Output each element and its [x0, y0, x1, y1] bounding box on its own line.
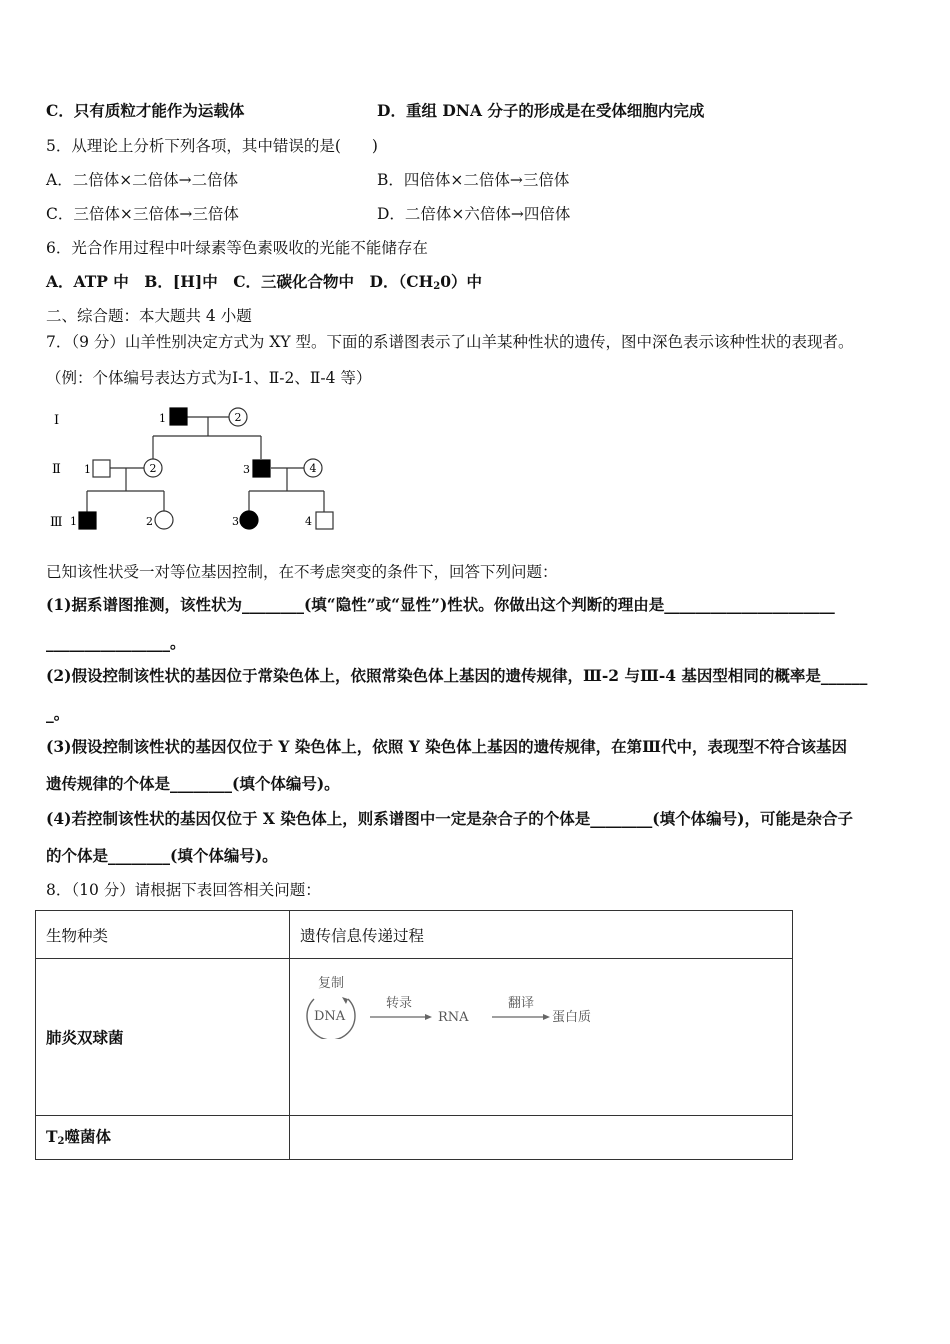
q7-part4-line2: 的个体是________(填个体编号)。 — [46, 846, 278, 865]
q8-stem: 8．（10 分）请根据下表回答相关问题： — [46, 881, 321, 899]
table-row — [36, 959, 793, 1116]
pedigree-number-III-4: 4 — [305, 515, 312, 528]
q7-part3-line2: 遗传规律的个体是________(填个体编号)。 — [46, 774, 340, 793]
q4-option-c: C．只有质粒才能作为运载体 — [46, 101, 245, 120]
table-header-row — [36, 911, 793, 959]
pedigree-I-1-affected-male — [170, 408, 187, 425]
pedigree-II-3-affected-male — [253, 460, 270, 477]
q5-option-c: C．三倍体×三倍体→三倍体 — [46, 205, 239, 223]
pedigree-number-II-1: 1 — [84, 463, 91, 476]
central-dogma-diagram — [304, 969, 604, 1039]
flow-node-rna: RNA — [438, 1010, 469, 1025]
translation-arrowhead-icon — [543, 1014, 550, 1020]
flow-node-dna: DNA — [314, 1009, 346, 1024]
pedigree-number-III-2: 2 — [146, 515, 153, 528]
q5-option-b: B．四倍体×二倍体→三倍体 — [377, 171, 570, 189]
table-header-process: 遗传信息传递过程 — [290, 911, 793, 959]
pedigree-number-I-1: 1 — [159, 412, 166, 425]
pedigree-III-4-normal-male — [316, 512, 333, 529]
replication-arrowhead-icon — [342, 997, 348, 1004]
generation-label-II: Ⅱ — [52, 462, 61, 477]
pedigree-III-2-normal-female — [155, 511, 173, 529]
pedigree-number-II-2: 2 — [149, 462, 157, 475]
q8-table — [35, 910, 793, 1160]
table-cell-process — [290, 959, 793, 1116]
q7-stem: 7．（9 分）山羊性别决定方式为 XY 型。下面的系谱图表示了山羊某种性状的遗传，图中深色表示该种性状的表现者。 — [46, 333, 854, 351]
q5-stem: 5．从理论上分析下列各项，其中错误的是( ) — [46, 137, 378, 155]
q6-stem: 6．光合作用过程中叶绿素等色素吸收的光能不能储存在 — [46, 239, 428, 257]
pedigree-number-II-3: 3 — [243, 463, 250, 476]
q7-part1-line1: (1)据系谱图推测，该性状为________(填“隐性”或“显性”)性状。你做出这个判断的理由是______________________ — [46, 595, 835, 614]
transcription-arrowhead-icon — [425, 1014, 432, 1020]
generation-label-I: Ⅰ — [54, 413, 60, 428]
flow-label-translation: 翻译 — [508, 996, 535, 1011]
section-heading: 二、综合题：本大题共 4 小题 — [46, 307, 252, 325]
q5-option-d: D．二倍体×六倍体→四倍体 — [377, 205, 571, 223]
table-header-organism: 生物种类 — [36, 911, 290, 959]
q7-part2-line1: (2)假设控制该性状的基因位于常染色体上，依照常染色体上基因的遗传规律，Ⅲ-2 与Ⅲ-4 基因型相同的概率是______ — [46, 666, 868, 685]
q7-part3-line1: (3)假设控制该性状的基因仅位于 Y 染色体上，依照 Y 染色体上基因的遗传规律，在第Ⅲ代中，表现型不符合该基因 — [46, 737, 848, 756]
q7-example: （例：个体编号表达方式为Ⅰ-1、Ⅱ-2、Ⅱ-4 等） — [46, 369, 372, 387]
flow-label-replication: 复制 — [318, 976, 345, 991]
q7-intro: 已知该性状受一对等位基因控制，在不考虑突变的条件下，回答下列问题： — [46, 563, 558, 581]
q7-part1-line2: ________________。 — [46, 633, 186, 652]
table-row — [36, 1116, 793, 1160]
q6-options: A．ATP 中 B．[H]中 C．三碳化合物中 D．$(CH_20)$中 — [46, 272, 482, 292]
q7-part2-line2: _。 — [46, 704, 70, 723]
pedigree-number-III-3: 3 — [232, 515, 239, 528]
flow-node-protein: 蛋白质 — [552, 1010, 592, 1025]
table-cell-organism: 肺炎双球菌 — [36, 959, 290, 1116]
q5-option-a: A．二倍体×二倍体→二倍体 — [46, 171, 239, 189]
table-cell-process — [290, 1116, 793, 1160]
pedigree-number-I-2: 2 — [234, 411, 242, 424]
generation-label-III: Ⅲ — [50, 515, 63, 530]
pedigree-III-1-affected-male — [79, 512, 96, 529]
pedigree-number-II-4: 4 — [309, 462, 317, 475]
pedigree-chart — [40, 398, 360, 538]
pedigree-number-III-1: 1 — [70, 515, 77, 528]
flow-label-transcription: 转录 — [386, 996, 413, 1011]
pedigree-II-1-normal-male — [93, 460, 110, 477]
table-cell-organism: $T_2$噬菌体 — [36, 1116, 290, 1160]
pedigree-III-3-affected-female — [240, 511, 258, 529]
q4-option-d: D．重组 DNA 分子的形成是在受体细胞内完成 — [377, 101, 705, 120]
q7-part4-line1: (4)若控制该性状的基因仅位于 X 染色体上，则系谱图中一定是杂合子的个体是________(填个体编号)，可能是杂合子 — [46, 809, 853, 828]
